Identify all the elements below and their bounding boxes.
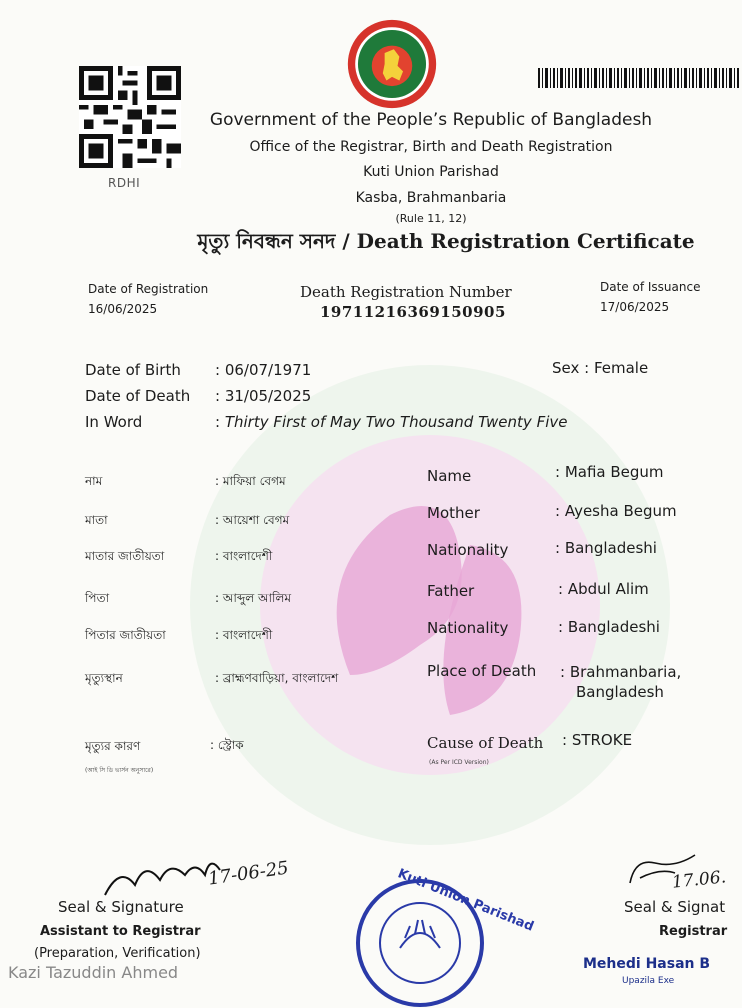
bn-father-value: আব্দুল আলিম: [222, 591, 292, 605]
bn-cause-label: মৃত্যুর কারণ: [85, 739, 141, 753]
mother-value: Ayesha Begum: [564, 502, 677, 520]
inword-label: In Word: [85, 413, 143, 431]
sex-value: Female: [593, 359, 649, 377]
father-nationality-label: Nationality: [427, 619, 509, 637]
bangladesh-government-emblem-icon: [346, 18, 438, 110]
assistant-name: Kazi Tazuddin Ahmed: [8, 963, 179, 982]
name-label: Name: [427, 467, 472, 485]
place-of-death-line2: Bangladesh: [576, 683, 664, 701]
name-value: Mafia Begum: [564, 463, 664, 481]
header-union: Kuti Union Parishad: [363, 164, 499, 180]
header-location: Kasba, Brahmanbaria: [355, 190, 507, 206]
certificate-title: মৃত্যু নিবন্ধন সনদ / Death Registration Certificate: [197, 229, 695, 253]
issuance-date-label: Date of Issuance: [600, 280, 701, 294]
seal-text: Kuti Union Parishad: [395, 866, 536, 935]
dob-value: 06/07/1971: [224, 361, 312, 379]
header-rule: (Rule 11, 12): [395, 212, 467, 225]
registration-date: 16/06/2025: [88, 302, 158, 316]
bn-place-label: মৃত্যুস্থান: [85, 671, 123, 685]
bn-cause-note: (আই সি ডি ভার্সন অনুসারে): [85, 767, 154, 774]
mother-label: Mother: [427, 504, 480, 522]
dod-label: Date of Death: [85, 387, 191, 405]
registration-number-label: Death Registration Number: [300, 283, 512, 301]
bn-father-label: পিতা: [85, 591, 110, 605]
father-label: Father: [427, 582, 475, 600]
registrar-name: Mehedi Hasan B: [583, 956, 711, 972]
bn-father-nationality-label: পিতার জাতীয়তা: [85, 628, 166, 642]
right-seal-signature-label: Seal & Signat: [624, 898, 726, 916]
mother-nationality-value: Bangladeshi: [564, 539, 657, 557]
cause-of-death-value: STROKE: [571, 731, 633, 749]
issuance-date: 17/06/2025: [600, 300, 670, 314]
assistant-signature-date: 17-06-25: [206, 857, 290, 890]
bn-name-value: মাফিয়া বেগম: [222, 474, 286, 488]
registration-number: 19711216369150905: [320, 303, 506, 321]
inword-value: Thirty First of May Two Thousand Twenty Five: [224, 413, 568, 431]
registrar-signature-date: 17.06.: [671, 867, 727, 893]
bn-cause-value: স্ট্রোক: [217, 738, 244, 752]
place-of-death-label: Place of Death: [427, 662, 537, 680]
barcode: [538, 68, 742, 88]
father-value: Abdul Alim: [567, 580, 649, 598]
header-government: Government of the People’s Republic of Bangladesh: [209, 110, 653, 130]
bn-mother-value: আয়েশা বেগম: [222, 513, 290, 527]
assistant-note: (Preparation, Verification): [34, 946, 201, 961]
bn-name-label: নাম: [85, 474, 103, 488]
cause-note: (As Per ICD Version): [429, 759, 489, 766]
bn-mother-nationality-label: মাতার জাতীয়তা: [85, 549, 165, 563]
header-office: Office of the Registrar, Birth and Death Registration: [249, 139, 613, 155]
registrar-subtitle: Upazila Exe: [622, 976, 675, 986]
sex-label: Sex: [552, 359, 580, 377]
dod-value: 31/05/2025: [224, 387, 312, 405]
mother-nationality-label: Nationality: [427, 541, 509, 559]
bn-father-nationality-value: বাংলাদেশী: [222, 628, 273, 642]
bn-mother-nationality-value: বাংলাদেশী: [222, 549, 273, 563]
bn-mother-label: মাতা: [85, 513, 108, 527]
dob-label: Date of Birth: [85, 361, 181, 379]
qr-caption: RDHI: [108, 176, 141, 190]
father-nationality-value: Bangladeshi: [567, 618, 660, 636]
registration-date-label: Date of Registration: [88, 282, 209, 296]
place-of-death-line1: Brahmanbaria,: [569, 663, 682, 681]
cause-of-death-label: Cause of Death: [427, 734, 544, 752]
assistant-role: Assistant to Registrar: [40, 924, 201, 939]
registrar-role: Registrar: [659, 924, 728, 939]
bn-place-value: ব্রাহ্মণবাড়িয়া, বাংলাদেশ: [222, 671, 339, 685]
left-seal-signature-label: Seal & Signature: [58, 898, 184, 916]
